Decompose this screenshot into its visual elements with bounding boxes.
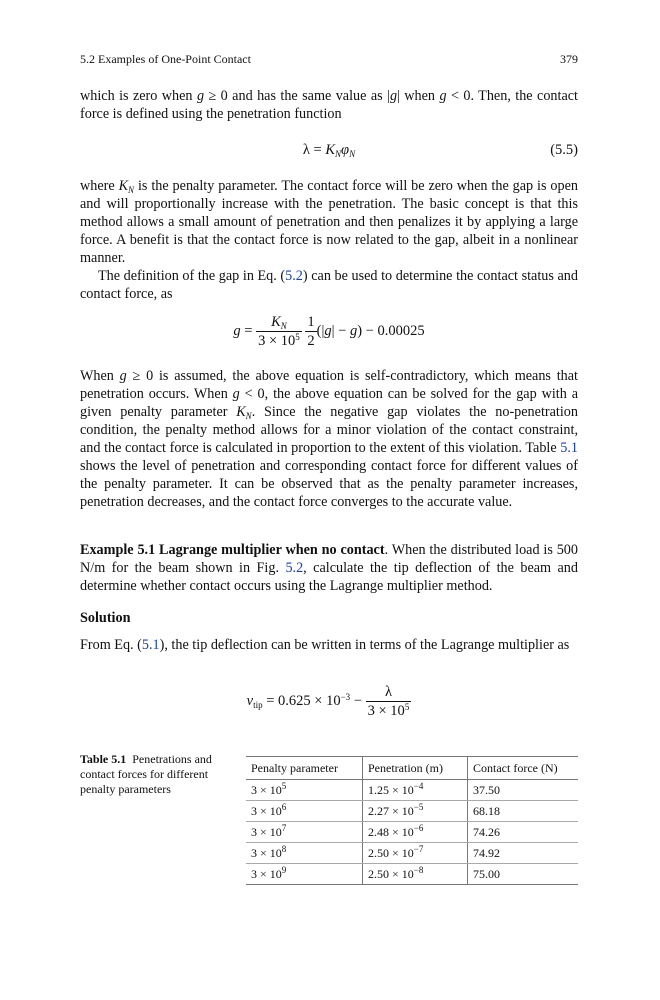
table-caption: Table 5.1 Penetrations and contact forces for different penalty parameters [80,752,212,796]
column-header: Penetration (m) [363,757,468,780]
page-number: 379 [560,52,578,66]
table-header-row [246,757,578,780]
penetration-cell: $2.27 \times 10^{-5}$ [363,801,468,822]
paragraph-3: The definition of the gap in Eq. (5.2) can be used to determine the contact status and contact force, as [80,268,578,302]
solution-heading: Solution [80,610,131,626]
table-row [246,822,578,843]
fraction: $\frac{\lambda}{3 \times 10^5}$ [367,684,410,719]
table-row [246,843,578,864]
table-row [246,864,578,885]
force-cell: 74.26 [468,822,579,843]
penalty-cell: $3 \times 10^7$ [246,822,363,843]
equation-tip: $v_{tip} = 0.625 \times 10^{-3}$ − $\frac{\lambda}{3 \times 10^5}$ [246,684,410,719]
penalty-cell: $3 \times 10^9$ [246,864,363,885]
force-cell: 37.50 [468,780,579,801]
penetration-cell: $2.48 \times 10^{-6}$ [363,822,468,843]
penalty-cell: $3 \times 10^6$ [246,801,363,822]
table-row [246,801,578,822]
paragraph-5: From Eq. (5.1), the tip deflection can be written in terms of the Lagrange multiplier as [80,637,570,653]
equation-5-5: $\lambda = K_N\varphi_N$ (5.5) [302,142,578,159]
force-cell: 74.92 [468,843,579,864]
force-cell: 75.00 [468,864,579,885]
force-cell: 68.18 [468,801,579,822]
section-title: 5.2 Examples of One-Point Contact [80,52,251,66]
paragraph-4: When g ≥ 0 is assumed, the above equation is self-contradictory, which means that penetration occurs. When g < 0, the above equation can be solved for the gap with a given penalty parameter $K_N$. Since the negative gap violates the no-penetration condition, the penalty method allows for a minor violation of the contact constraint, and the contact force is calculated in proportion to the extent of this violation. Table 5.1 shows the level of penetration and corresponding contact force for different values of the penalty parameter. It can be observed that as the penalty parameter increases, penetration decreases, and the contact force converges to the accurate value. [80,368,578,510]
equation-gap: g = $\frac{K_N}{3 \times 10^5}$ $\frac{1}{2}$ (|g| − g) − 0.00025 [233,314,425,349]
column-header: Contact force (N) [468,757,579,780]
table-row [246,780,578,801]
penetration-cell: $2.50 \times 10^{-8}$ [363,864,468,885]
penetration-cell: $1.25 \times 10^{-4}$ [363,780,468,801]
penetration-table [246,756,578,885]
fraction-half: $\frac{1}{2}$ [307,314,315,349]
table-label: Table 5.1 [80,752,127,766]
equation-number: (5.5) [550,142,578,158]
penalty-cell: $3 \times 10^8$ [246,843,363,864]
fraction: $\frac{K_N}{3 \times 10^5}$ [258,314,300,349]
table-link[interactable]: 5.1 [560,440,578,456]
equation-link[interactable]: 5.1 [141,637,160,653]
running-header [80,52,578,67]
example-5-1: Example 5.1 Lagrange multiplier when no contact. When the distributed load is 500 N/m for the beam shown in Fig. 5.2, calculate the tip deflection of the beam and determine whether contact occurs using the Lagrange multiplier method. [80,542,578,594]
paragraph-2: where $K_N$ is the penalty parameter. The contact force will be zero when the gap is open and will proportionally increase with the penetration. The basic concept is that this method allows a small amount of penetration and then penalizes it by applying a large force. A benefit is that the contact force is now related to the gap, albeit in a nonlinear manner. [80,178,578,266]
example-title: Example 5.1 Lagrange multiplier when no contact [80,542,385,558]
column-header: Penalty parameter [246,757,363,780]
figure-link[interactable]: 5.2 [285,560,304,576]
penalty-cell: $3 \times 10^5$ [246,780,363,801]
equation-link[interactable]: 5.2 [285,268,303,284]
paragraph-1: which is zero when g ≥ 0 and has the same value as |g| when g < 0. Then, the contact force is defined using the penetration function [80,88,578,122]
penetration-cell: $2.50 \times 10^{-7}$ [363,843,468,864]
